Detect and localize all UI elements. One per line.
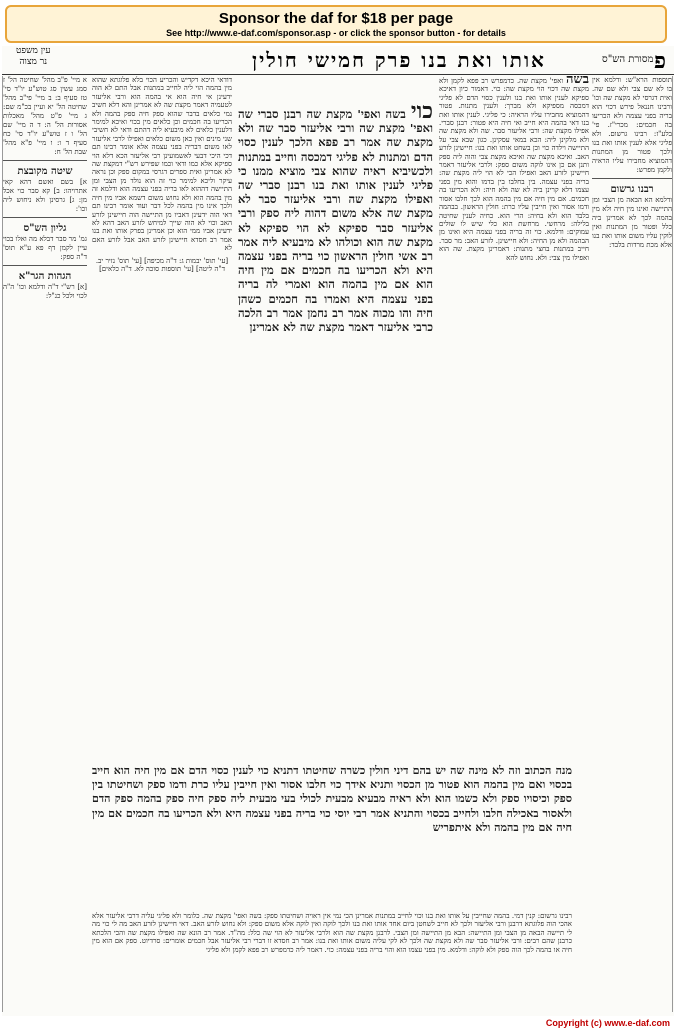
ein-mishpat-text: א מיי' פ"ב מהל' שחיטה הל' ז סמג עשין סג טוש"ע יו"ד סי' טז סעיף ב: ב מיי' פי"ב מהל' שחיטה הל' יא ועיין בכ"מ שם: ג מיי' פ"ט מהל' מאכלות אסורות הל' ה: ד ה מיי' שם הל' ו ז טוש"ע יו"ד סי' כח סעיף ד ו: ו מיי' פ"א מהל' שבת הל' ח: xyxy=(3,76,87,156)
page-title: אותו ואת בנו פרק חמישי חולין xyxy=(252,48,546,72)
copyright-notice[interactable]: Copyright (c) www.e-daf.com xyxy=(545,1018,670,1028)
divider xyxy=(3,217,87,218)
masoret-header: מסורת הש"ס xyxy=(602,54,654,65)
page-number: פ xyxy=(654,48,666,74)
rashi-column xyxy=(439,76,589,816)
divider xyxy=(592,178,672,179)
rashi-bottom-block xyxy=(92,912,572,1004)
rabbenu-gershom-heading: רבנו גרשום xyxy=(610,184,654,195)
gilyon-heading: גליון הש"ס xyxy=(23,223,67,234)
divider xyxy=(3,160,87,161)
side-notes-column xyxy=(592,76,673,1012)
talmud-page xyxy=(2,46,674,1016)
ein-mishpat-column xyxy=(2,76,87,1012)
divider xyxy=(3,265,87,266)
rashi-text: ואפי' מקצת שה. כדמפרש רב פפא לקמן ולא מקצת שה דכוי הוי מקצת שה: כוי. דאמור כיון דאיכא ספיקא לענין אותו ואת בנו ולענין כסוי הדם לא פליגי דמכסה מספיקא ולא מברך: ולענין מתנות. פטור דהמוציא מחבירו עליו הראיה: כי פליגי. לענין אותו ואת בנו דאי בהמה היא חייב ואי חיה היא פטור: רבנן סברי. אפילו מקצת שה: ורבי אליעזר סבר. שה ולא מקצת שה ולא מלקינן ליה: הכא במאי עסקינן. כגון שבא צבי על התיישה וילדה כוי וכן בשחט אותו ואת בנו: חיישינן לזרע האב. ואיכא מקצת שה ואיכא מקצת צבי והוה ליה ספק ותנן אם כן אינו לוקה משום ספק: ולרבי אליעזר דאמר חיישינן לזרע האב ואפילו הכי לא הוי ליה מקצת שה: בריה בפני עצמה. בין בחלבו בין בדמו והוא מין בפני עצמו דלא קרינן ביה לא שה ולא חיה: ולא הכריעו בה חכמים. אם מין חיה אם מין בהמה הוא לכך חלבו אסור ודמו אסור ואין חייבין עליו כרת: חולין הראשון. בבהמה בלבד הוא ולא בחיה: הרי הוא. כחיה לענין שחיטה בלילה: מרחשי. מרחשת הוא כלי שיש לו שולים עמוקים: ודלמא. כוי זה בריה בפני עצמה היא ואינו מן הבהמה ולא מן החיה: ולא חיישינן. לזרע האב: מר סבר. חייב במתנות בחצי מתנות: דאמרינן מקצת. שה הוא ואפילו מין צבי: ולא. נחוש להא xyxy=(439,77,589,262)
side-notes-text: תוספות הרא"ש: ודלמא אין בו לא שם צבי ולא שם שה. ואית דגרסי לא מקצת שה וכו' ורבינו חננאל פירש דכוי הוא בריה בפני עצמה ולא הכריעו בה חכמים: מכרי"ז. פי' בלע"ז: רבינו גרשום. ולא פליגי אלא לענין אותו ואת בנו ולכך פטור מן המתנות דהמוציא מחבירו עליו הראיה ולקמן מפרש: xyxy=(592,76,672,174)
page-header xyxy=(2,46,674,75)
tosafot-column xyxy=(92,76,232,816)
tosafot-references: [עי' תוס' יבמות ג: ד"ה מכיפה] [עי' תוס' נזיר יב. ד"ה ליטה] [עי' תוספות סוכה לא. ד"ה כלאים] xyxy=(95,256,229,273)
rabbenu-gershom-text: ודלמא הא הבאה מן הצבי ומן התיישה ואינו מין חיה ולא מין בהמה לכך לא אמרינן ביה כלל ופטור מן המתנות ואין לוקין עליו משום אותו ואת בנו אלא מכת מרדות בלבד: xyxy=(592,196,672,249)
gemara-text: בשה ואפי' מקצת שה רבנן סברי שה ואפי' מקצת שה ורבי אליעזר סבר שה ולא מקצת שה אמר רב פפא הלכך לענין כסוי הדם ומתנות לא פליגי דמכסה וחייב במתנות ולכשיביא ראיה שהוא צבי מוציא ממנו כי פליגי לענין אותו ואת בנו רבנן סברי שה ואפילו מקצת שה ורבי אליעזר סבר לא מקצת שה אלא משום דהוה ליה ספק ורבי אליעזר סבר ספיקא לא הוי ספיקא לא מקצת שה הוא וכולהו לא מיבעיא ליה אמר רב אשי חולין הראשון כוי בריה בפני עצמה היא ולא הכריעו בה חכמים אם מין חיה הוא אם מין בהמה הוא ואמרי לה בריה בפני עצמה היא ואמרו בה חכמים כשהן חיה והו מכוה אמר רב נחמן אמר רב הלכה כרבי אליעזר דאמר מקצת שה לא אמרינן xyxy=(238,107,433,335)
gemara-opening-word: כוי xyxy=(410,104,433,124)
sponsor-title[interactable]: Sponsor the daf for $18 per page xyxy=(218,10,454,27)
rashi-bottom-text: רבינו גרשום: קנין דמי. בהמה שחייבין על אותו ואת בנו וכוי לחייב במתנות אמרינן הכי נמי אין ראויה ושחיטתו ספק: בשה ואפי' מקצת שה. כלומר ולא פליגי עליה דרבי אליעזר אלא אהכי הוה פלוגתא דרבנן ורבי אליעזר ולכך לא חייב לשחטן ביום אחד אותו ואת בנו ולכך לוקה ואין לוקה אלא משום ספק: ולא נחוש לזרע האב. דאי חיישינן לזרע האב מה לי כוי מה לי תיישה הבאה מן הצבי ומן התיישה: הבא מן התיישה ומן הצבי. לרבנן מקצת שה הוא ולרבי אליעזר לא הוי שה כלל: מה"ד. אמר רב הונא שה ואפילו מקצת שה והכי הלכתא כרבנן שהם רבים: ורבי אליעזר סבר שה ולא מקצת שה ולכך לא לקי עליה משום אותו ואת בנו: אמר רב חסדא זו דברי רבי אליעזר אבל חכמים אומרים: סרדיוט. ספק אם הוא מין חיה או בהמה לכך הוה ספק ולא לוקה: ודלמא. מין בפני עצמו הוא והוי בריה בפני עצמה: כוי. דאמר ליה כדמפרש רב פפא לקמן ולא פליגי xyxy=(92,912,572,954)
gemara-column xyxy=(238,104,433,764)
sponsor-details-link[interactable]: See http://www.e-daf.com/sponsor.asp - or click the sponsor button - for details xyxy=(166,28,506,38)
rashi-opening-word: בשה xyxy=(566,76,589,87)
shita-text: א] בשם ואשם דהא קאי אתרויהו: ב] קא סבר כוי אכל מן: ג] גרסינן ולא ניחוש ליה וכו': xyxy=(3,178,87,213)
gemara-wide-text: מנה הכתוב וזה לא מינה שה יש בהם דיני חולין כשרה שחיטתו דתניא כוי לענין כסוי הדם אם מין חיה הוא חייב בכסוי ואם מין בהמה הוא פטור מן הכסוי ותניא אידך כוי חלבו אסור ואין חייבין עליו כרת ודמו ספק ושחיטתו בין ספק וכיסויו ספק ולא כשמו הוא ולא ראיה מבעיא מבעית לכולי בעי מבעית ליה ספק חיה ספק בהמה ספק הדם ולאסור באכילה חלבו ולחייב בכסוי והתניא אמר רבי יוסי כוי בריה בפני עצמה היא ולא הכריעו בה חכמים אם מין חיה אם מין בהמה ולא איתפריש xyxy=(92,764,572,834)
tosafot-text: דודאי היכא דקדיש והכריע הכוי בלא פלוגתא שהוא מין בהמה הוי ליה לחייב במתנות אבל התם לא הוה ידעינן אי חיה הוא אי בהמה הוא ורבי אליעזר לטעמיה דאמר מקצת שה לא אמרינן והא דלא חשיב נמי כלאים בדבר שהוא ספק חיה ספק בהמה ולא הכריעו בה חכמים וכן כלאים מין בכוי ואיכא למימר דלענין כלאים לא מיבעיא ליה דהתם ודאי לא חשיבי שני מינים ואין כאן משום כלאים ואפילו לרבי אליעזר לאו משום דבריה בפני עצמה אלא אומר רבינו תם דכי היכי דבעי לאשמועינן רבי אליעזר הכא דלא הוי ספיקא אלא כמו ודאי וכמו שפירש רש"י דמקצת שה לא אמרינן ואית ספרים דגרסי במקום ספק וכן נראה עיקר וליכא למימר כוי זה הוא נולד מן הצבי ומן התיישה דההוא לאו בריה בפני עצמה הוא ודלמא זה מין בהמה הוא ולא נחוש משום דשמא אביו מין חיה ולכך אינו מין בהמה לכל דבר ועוד אומר רבינו תם דאי הוה ידעינן דאביו מן התיישה הוה חיישינן לזרע האב וכוי לא הוה שייך למיחש לזרע האב דהא לא ידעינן אביו ממי הוא וכן אמרינן בפרק אותו ואת בנו אמר רב חסדא חיישינן לזרע האב אבל לזרע האם לא xyxy=(92,76,232,253)
hagahot-heading: הגהות הגר"א xyxy=(18,271,72,282)
ein-mishpat-header: עין משפט נר מצוה xyxy=(16,46,51,67)
hagahot-text: [א] רש"י ד"ה ודלמא וכו' ה"ה לכוי ולכל כנ"ל: xyxy=(3,283,87,300)
sponsor-banner[interactable] xyxy=(5,5,667,43)
gilyon-text: גמ' מר סבר דבלא מה ואלו בכוי עיין לקמן דף פא ע"א תוס' ד"ה ספק: xyxy=(3,235,87,261)
shita-heading: שיטה מקובצת xyxy=(17,166,73,177)
